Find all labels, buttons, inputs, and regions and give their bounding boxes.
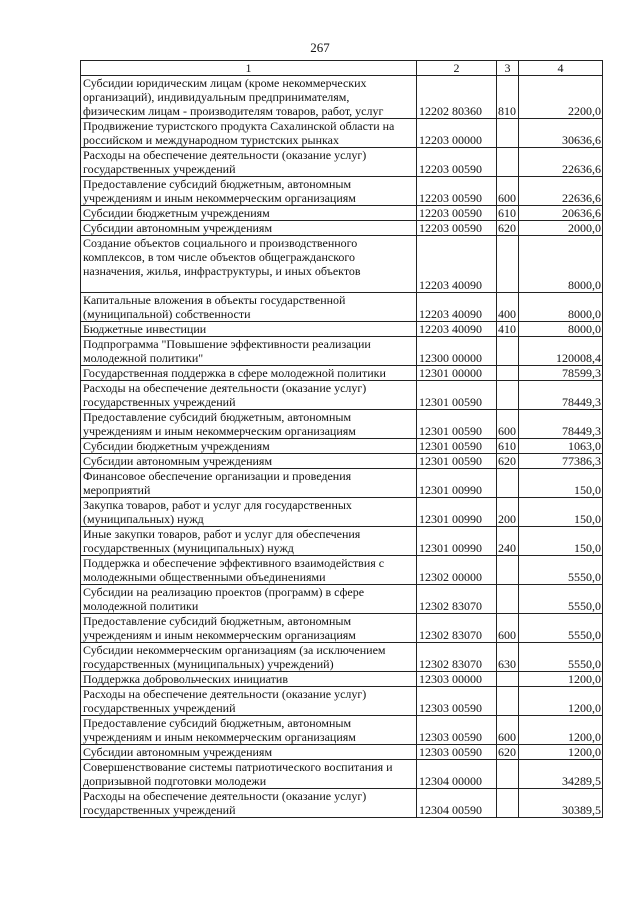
row-type-cell: 620 [497, 221, 519, 236]
row-name-cell: Предоставление субсидий бюджетным, автономным учреждениям и иным некоммерческим организациям [81, 716, 417, 745]
row-type-cell [497, 469, 519, 498]
table-row [81, 672, 603, 687]
table-row [81, 454, 603, 469]
row-type-cell [497, 381, 519, 410]
row-amount-cell: 1200,0 [519, 716, 603, 745]
table-row [81, 76, 603, 119]
table-row [81, 366, 603, 381]
row-type-cell [497, 366, 519, 381]
row-code-cell: 12203 40090 [417, 293, 497, 322]
row-amount-cell: 150,0 [519, 527, 603, 556]
row-code-cell: 12302 00000 [417, 556, 497, 585]
table-body [81, 76, 603, 818]
row-name-cell: Субсидии некоммерческим организациям (за исключением государственных (муниципальных) учреждений) [81, 643, 417, 672]
row-code-cell: 12203 00590 [417, 148, 497, 177]
row-amount-cell: 22636,6 [519, 177, 603, 206]
row-name-cell: Финансовое обеспечение организации и проведения мероприятий [81, 469, 417, 498]
row-amount-cell: 78449,3 [519, 410, 603, 439]
table-row [81, 585, 603, 614]
row-name-cell: Поддержка и обеспечение эффективного взаимодействия с молодежными общественными объединениями [81, 556, 417, 585]
row-type-cell [497, 687, 519, 716]
row-type-cell [497, 672, 519, 687]
row-amount-cell: 150,0 [519, 498, 603, 527]
row-code-cell: 12303 00590 [417, 687, 497, 716]
row-type-cell [497, 236, 519, 293]
row-amount-cell: 1200,0 [519, 687, 603, 716]
table-row [81, 293, 603, 322]
row-type-cell: 410 [497, 322, 519, 337]
row-code-cell: 12303 00000 [417, 672, 497, 687]
row-amount-cell: 1200,0 [519, 672, 603, 687]
row-name-cell: Поддержка добровольческих инициатив [81, 672, 417, 687]
row-amount-cell: 2200,0 [519, 76, 603, 119]
row-code-cell: 12304 00590 [417, 789, 497, 818]
row-code-cell: 12301 00590 [417, 410, 497, 439]
table-row [81, 206, 603, 221]
row-name-cell: Субсидии автономным учреждениям [81, 454, 417, 469]
row-name-cell: Закупка товаров, работ и услуг для государственных (муниципальных) нужд [81, 498, 417, 527]
row-code-cell: 12203 00590 [417, 221, 497, 236]
row-type-cell [497, 337, 519, 366]
budget-table [80, 60, 603, 818]
row-amount-cell: 1200,0 [519, 745, 603, 760]
row-amount-cell: 78449,3 [519, 381, 603, 410]
row-type-cell: 610 [497, 439, 519, 454]
row-name-cell: Субсидии бюджетным учреждениям [81, 206, 417, 221]
row-name-cell: Субсидии на реализацию проектов (программ) в сфере молодежной политики [81, 585, 417, 614]
row-amount-cell: 1063,0 [519, 439, 603, 454]
row-name-cell: Расходы на обеспечение деятельности (оказание услуг) государственных учреждений [81, 687, 417, 716]
row-name-cell: Создание объектов социального и производственного комплексов, в том числе объектов общегражданского назначения, жилья, инфраструктуры, и иных объектов [81, 236, 417, 293]
row-amount-cell: 5550,0 [519, 556, 603, 585]
row-code-cell: 12203 00590 [417, 206, 497, 221]
row-code-cell: 12301 00000 [417, 366, 497, 381]
row-type-cell: 600 [497, 177, 519, 206]
row-name-cell: Расходы на обеспечение деятельности (оказание услуг) государственных учреждений [81, 148, 417, 177]
table-row [81, 410, 603, 439]
row-amount-cell: 22636,6 [519, 148, 603, 177]
row-type-cell: 200 [497, 498, 519, 527]
column-header-2: 2 [417, 61, 497, 76]
column-header-1: 1 [81, 61, 417, 76]
page-number: 267 [310, 40, 330, 55]
row-code-cell: 12203 40090 [417, 236, 497, 293]
table-row [81, 177, 603, 206]
row-amount-cell: 5550,0 [519, 585, 603, 614]
row-code-cell: 12300 00000 [417, 337, 497, 366]
row-name-cell: Предоставление субсидий бюджетным, автономным учреждениям и иным некоммерческим организациям [81, 410, 417, 439]
row-code-cell: 12302 83070 [417, 643, 497, 672]
row-code-cell: 12301 00990 [417, 498, 497, 527]
row-name-cell: Субсидии бюджетным учреждениям [81, 439, 417, 454]
row-code-cell: 12302 83070 [417, 585, 497, 614]
table-row [81, 789, 603, 818]
row-name-cell: Продвижение туристского продукта Сахалинской области на российском и международном туристских рынках [81, 119, 417, 148]
row-code-cell: 12303 00590 [417, 745, 497, 760]
row-code-cell: 12304 00000 [417, 760, 497, 789]
table-row [81, 439, 603, 454]
row-code-cell: 12203 00000 [417, 119, 497, 148]
row-amount-cell: 150,0 [519, 469, 603, 498]
table-row [81, 322, 603, 337]
column-header-3: 3 [497, 61, 519, 76]
row-type-cell: 610 [497, 206, 519, 221]
row-code-cell: 12301 00590 [417, 454, 497, 469]
row-code-cell: 12302 83070 [417, 614, 497, 643]
table-row [81, 221, 603, 236]
row-type-cell [497, 119, 519, 148]
row-name-cell: Предоставление субсидий бюджетным, автономным учреждениям и иным некоммерческим организациям [81, 177, 417, 206]
row-amount-cell: 2000,0 [519, 221, 603, 236]
table-row [81, 556, 603, 585]
row-code-cell: 12203 40090 [417, 322, 497, 337]
row-type-cell: 240 [497, 527, 519, 556]
table-header-row [81, 61, 603, 76]
row-amount-cell: 20636,6 [519, 206, 603, 221]
row-name-cell: Капитальные вложения в объекты государственной (муниципальной) собственности [81, 293, 417, 322]
table-row [81, 498, 603, 527]
table-row [81, 687, 603, 716]
row-amount-cell: 78599,3 [519, 366, 603, 381]
row-amount-cell: 30636,6 [519, 119, 603, 148]
table-row [81, 527, 603, 556]
row-type-cell [497, 760, 519, 789]
row-amount-cell: 5550,0 [519, 643, 603, 672]
row-type-cell: 600 [497, 716, 519, 745]
row-amount-cell: 8000,0 [519, 236, 603, 293]
row-type-cell: 600 [497, 614, 519, 643]
row-type-cell: 620 [497, 454, 519, 469]
table-row [81, 148, 603, 177]
row-code-cell: 12301 00990 [417, 469, 497, 498]
table-row [81, 469, 603, 498]
table-row [81, 760, 603, 789]
row-name-cell: Совершенствование системы патриотического воспитания и допризывной подготовки молодежи [81, 760, 417, 789]
row-amount-cell: 34289,5 [519, 760, 603, 789]
row-name-cell: Предоставление субсидий бюджетным, автономным учреждениям и иным некоммерческим организациям [81, 614, 417, 643]
row-name-cell: Государственная поддержка в сфере молодежной политики [81, 366, 417, 381]
row-name-cell: Субсидии юридическим лицам (кроме некоммерческих организаций), индивидуальным предпринимателям, физическим лицам - производителям товаров, работ, услуг [81, 76, 417, 119]
row-type-cell: 630 [497, 643, 519, 672]
row-name-cell: Подпрограмма "Повышение эффективности реализации молодежной политики" [81, 337, 417, 366]
table-row [81, 614, 603, 643]
row-type-cell: 400 [497, 293, 519, 322]
row-code-cell: 12202 80360 [417, 76, 497, 119]
table-row [81, 381, 603, 410]
row-name-cell: Бюджетные инвестиции [81, 322, 417, 337]
table-row [81, 337, 603, 366]
row-type-cell [497, 789, 519, 818]
table-row [81, 745, 603, 760]
table-row [81, 119, 603, 148]
row-amount-cell: 30389,5 [519, 789, 603, 818]
table-row [81, 716, 603, 745]
column-header-4: 4 [519, 61, 603, 76]
row-name-cell: Расходы на обеспечение деятельности (оказание услуг) государственных учреждений [81, 789, 417, 818]
row-code-cell: 12303 00590 [417, 716, 497, 745]
row-type-cell: 600 [497, 410, 519, 439]
row-name-cell: Субсидии автономным учреждениям [81, 745, 417, 760]
row-amount-cell: 8000,0 [519, 322, 603, 337]
row-name-cell: Иные закупки товаров, работ и услуг для обеспечения государственных (муниципальных) нужд [81, 527, 417, 556]
row-name-cell: Субсидии автономным учреждениям [81, 221, 417, 236]
row-type-cell: 810 [497, 76, 519, 119]
row-amount-cell: 77386,3 [519, 454, 603, 469]
row-code-cell: 12301 00590 [417, 381, 497, 410]
table-row [81, 643, 603, 672]
table-row [81, 236, 603, 293]
row-type-cell [497, 556, 519, 585]
row-amount-cell: 8000,0 [519, 293, 603, 322]
row-code-cell: 12301 00990 [417, 527, 497, 556]
row-type-cell: 620 [497, 745, 519, 760]
row-amount-cell: 5550,0 [519, 614, 603, 643]
row-name-cell: Расходы на обеспечение деятельности (оказание услуг) государственных учреждений [81, 381, 417, 410]
row-type-cell [497, 585, 519, 614]
row-code-cell: 12203 00590 [417, 177, 497, 206]
row-amount-cell: 120008,4 [519, 337, 603, 366]
row-type-cell [497, 148, 519, 177]
row-code-cell: 12301 00590 [417, 439, 497, 454]
